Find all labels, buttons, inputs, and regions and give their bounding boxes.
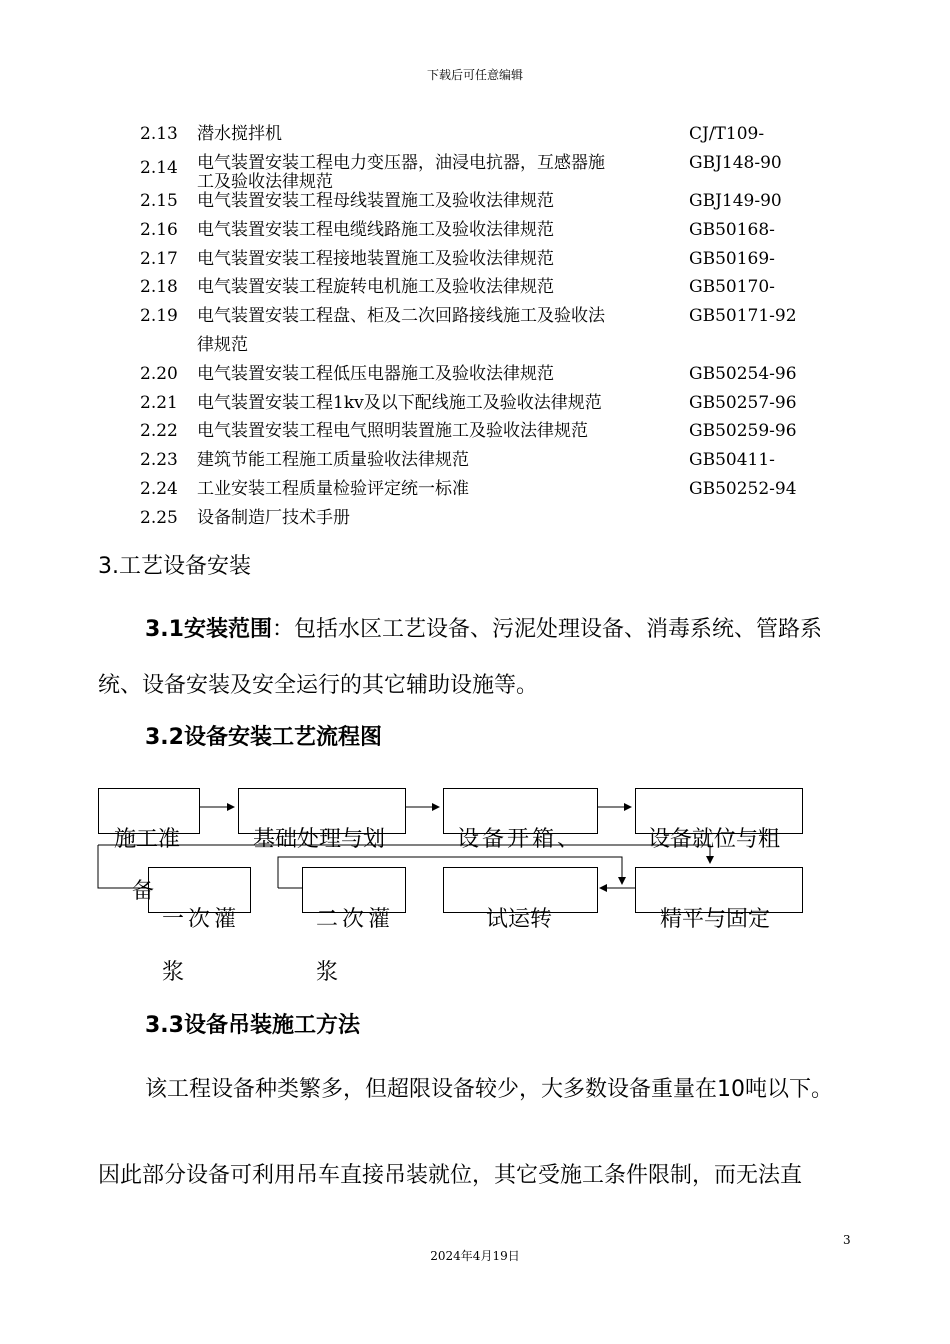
standard-title: 电气装置安装工程低压电器施工及验收法律规范 [197,364,554,384]
standard-title: 工业安装工程质量检验评定统一标准 [197,479,469,499]
flow-box-first-grout-label: 一次灌 [162,907,241,932]
standard-title-cont: 律规范 [197,335,248,355]
flow-box-prep-label-2: 备 [132,879,155,904]
standard-code: GB50168- [689,220,775,240]
flow-box-leveling-label: 精平与固定 [660,907,771,932]
flow-box-foundation-label: 基础处理与划 [253,827,386,852]
standard-title: 电气装置安装工程电缆线路施工及验收法律规范 [197,220,554,240]
arrow-to-jingping [98,845,710,863]
standard-num: 2.14 [140,158,178,178]
standard-code: CJ/T109- [689,124,765,144]
flow-box-trial-run-label: 试运转 [486,907,553,932]
standard-title: 电气装置安装工程盘、柜及二次回路接线施工及验收法 [197,306,605,326]
standard-num: 2.20 [140,364,178,384]
standard-title: 建筑节能工程施工质量验收法律规范 [197,450,469,470]
standard-title: 电气装置安装工程旋转电机施工及验收法律规范 [197,277,554,297]
paragraph-3-3-cont: 因此部分设备可利用吊车直接吊装就位，其它受施工条件限制，而无法直 [98,1163,803,1188]
page-number: 3 [843,1233,851,1247]
standard-num: 2.23 [140,450,178,470]
standard-code: GB50252-94 [689,479,797,499]
standard-num: 2.19 [140,306,178,326]
standard-num: 2.13 [140,124,178,144]
standard-title: 潜水搅拌机 [197,124,282,144]
standard-title: 电气装置安装工程接地装置施工及验收法律规范 [197,249,554,269]
flow-box-first-grout-label-2: 浆 [162,960,185,985]
standard-num: 2.22 [140,421,178,441]
section-heading: 3.工艺设备安装 [98,554,251,579]
standard-code: GBJ149-90 [689,191,782,211]
standard-title: 电气装置安装工程电力变压器，油浸电抗器，互感器施 [197,153,605,173]
paragraph-3-1-cont: 统、设备安装及安全运行的其它辅助设施等。 [98,673,539,698]
subsection-label: 3.1安装范围 [145,617,272,642]
standard-code: GB50171-92 [689,306,797,326]
page-footer-date: 2024年4月19日 [430,1249,520,1263]
flow-box-second-grout-label: 二次灌 [316,907,395,932]
standard-title: 电气装置安装工程母线装置施工及验收法律规范 [197,191,554,211]
subsection-heading: 3.3设备吊装施工方法 [145,1013,360,1038]
standard-num: 2.18 [140,277,178,297]
standard-num: 2.21 [140,393,178,413]
standard-num: 2.16 [140,220,178,240]
standard-num: 2.17 [140,249,178,269]
page-header: 下载后可任意编辑 [426,68,523,82]
subsection-heading: 3.2设备安装工艺流程图 [145,725,382,750]
standard-title: 电气装置安装工程电气照明装置施工及验收法律规范 [197,421,588,441]
standard-code: GB50411- [689,450,775,470]
flow-box-prep-label: 施工准 [114,827,181,852]
standard-title-cont: 工及验收法律规范 [197,172,333,192]
standard-code: GB50259-96 [689,421,797,441]
flow-box-unbox-label: 设备开箱、 [457,827,583,852]
standard-code: GB50254-96 [689,364,797,384]
standard-code: GB50257-96 [689,393,797,413]
standard-title: 电气装置安装工程1kv及以下配线施工及验收法律规范 [197,393,602,413]
paragraph-text: ：包括水区工艺设备、污泥处理设备、消毒系统、管路系 [271,617,822,642]
standard-code: GB50169- [689,249,775,269]
standard-code: GB50170- [689,277,775,297]
paragraph-3-3: 该工程设备种类繁多，但超限设备较少，大多数设备重量在10吨以下。 [145,1077,833,1102]
standard-title: 设备制造厂技术手册 [197,508,350,528]
standard-num: 2.15 [140,191,178,211]
flow-box-position-label: 设备就位与粗 [648,827,781,852]
standard-code: GBJ148-90 [689,153,782,173]
standard-num: 2.25 [140,508,178,528]
standard-num: 2.24 [140,479,178,499]
flow-box-second-grout-label-2: 浆 [316,960,339,985]
